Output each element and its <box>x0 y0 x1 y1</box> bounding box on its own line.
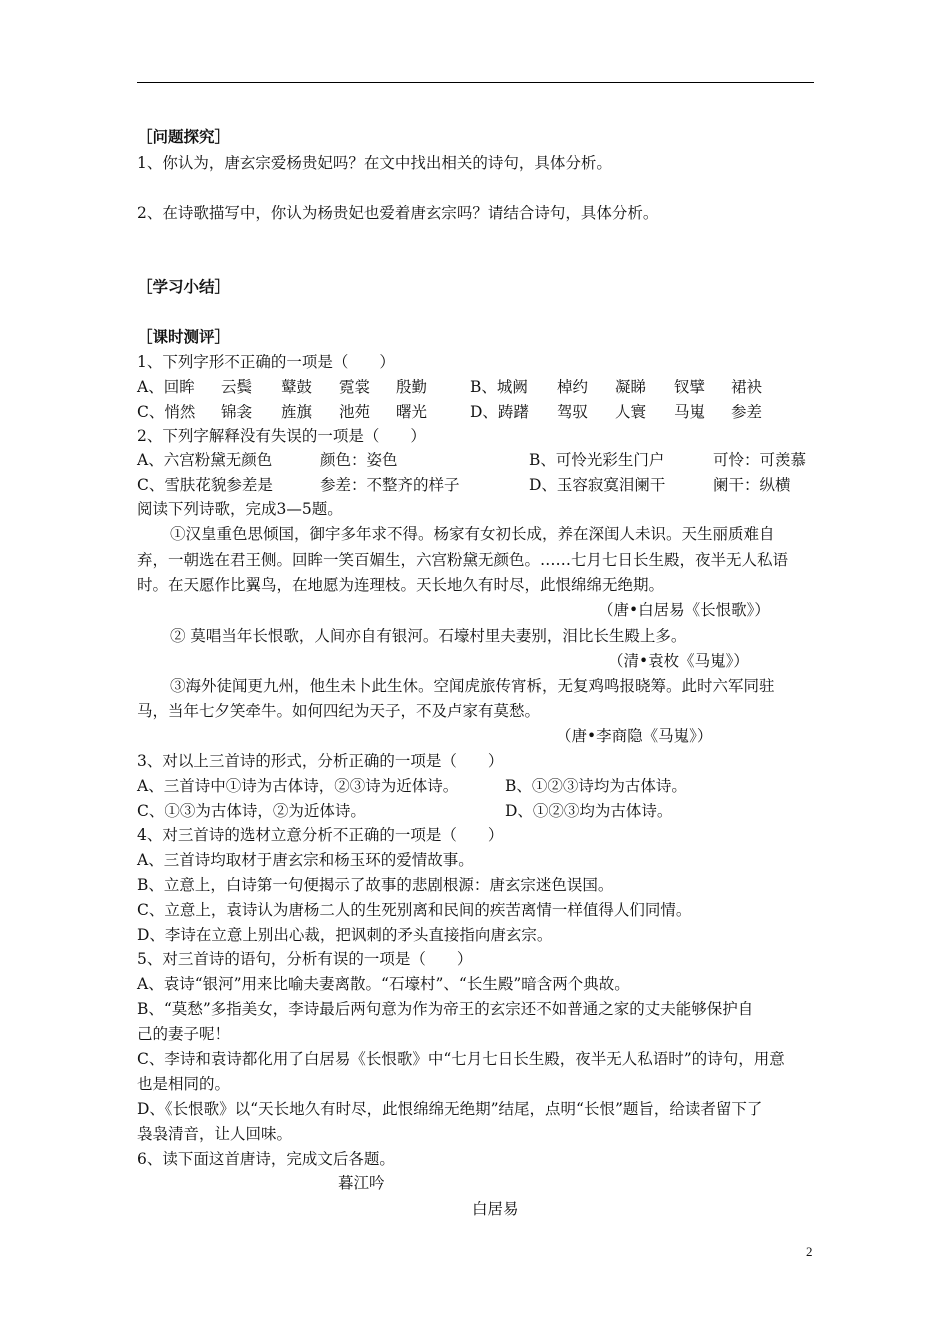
section-heading-explore: ［问题探究］ <box>137 127 231 146</box>
header-rule <box>137 82 814 83</box>
word: 裙袂 <box>731 378 763 396</box>
word: 殷勤 <box>396 378 428 396</box>
question-5-option-c-line-1: C、李诗和袁诗都化用了白居易《长恨歌》中“七月七日长生殿，夜半无人私语时”的诗句，用意 <box>137 1050 785 1068</box>
question-1-stem: 1、下列字形不正确的一项是（ ） <box>137 353 395 371</box>
question-6-stem: 6、读下面这首唐诗，完成文后各题。 <box>137 1150 395 1168</box>
word: 马嵬 <box>674 403 706 421</box>
word: 锦衾 <box>221 403 253 421</box>
question-2-option-a: A、六宫粉黛无颜色 <box>137 451 273 469</box>
question-5-stem: 5、对三首诗的语句，分析有误的一项是（ ） <box>137 950 473 968</box>
section-heading-test: ［课时测评］ <box>137 327 231 346</box>
question-4-option-d: D、李诗在立意上别出心裁，把讽刺的矛头直接指向唐玄宗。 <box>137 926 553 944</box>
explore-question-1: 1、你认为，唐玄宗爱杨贵妃吗？在文中找出相关的诗句，具体分析。 <box>137 154 612 172</box>
question-2-option-a-gloss: 颜色：姿色 <box>320 451 398 469</box>
question-3-stem: 3、对以上三首诗的形式，分析正确的一项是（ ） <box>137 752 504 770</box>
word: 人寰 <box>615 403 647 421</box>
poem-2-line-1: ② 莫唱当年长恨歌，人间亦自有银河。石壕村里夫妻别，泪比长生殿上多。 <box>170 627 687 645</box>
question-2-option-c: C、雪肤花貌参差是 <box>137 476 273 494</box>
question-2-option-b: B、可怜光彩生门户 <box>529 451 665 469</box>
poem-3-line-2: 马，当年七夕笑牵牛。如何四纪为天子，不及卢家有莫愁。 <box>137 702 541 720</box>
question-5-option-d-line-1: D、《长恨歌》以“天长地久有时尽，此恨绵绵无绝期”结尾，点明“长恨”题旨，给读者留下了 <box>137 1100 763 1118</box>
word: 钗擘 <box>674 378 706 396</box>
word: 参差 <box>731 403 763 421</box>
question-4-option-b: B、立意上，白诗第一句便揭示了故事的悲剧根源：唐玄宗迷色误国。 <box>137 876 614 894</box>
question-4-option-a: A、三首诗均取材于唐玄宗和杨玉环的爱情故事。 <box>137 851 474 869</box>
question-4-option-c: C、立意上，袁诗认为唐杨二人的生死别离和民间的疾苦离情一样值得人们同情。 <box>137 901 692 919</box>
word: D、踌躇 <box>470 403 529 421</box>
word: 棹约 <box>557 378 589 396</box>
question-3-option-d: D、①②③均为古体诗。 <box>505 802 673 820</box>
word: 凝睇 <box>615 378 647 396</box>
question-5-option-c-line-2: 也是相同的。 <box>137 1075 231 1093</box>
poem-3-line-1: ③海外徒闻更九州，他生未卜此生休。空闻虎旅传宵柝，无复鸡鸣报晓筹。此时六军同驻 <box>170 677 775 695</box>
question-3-option-a: A、三首诗中①诗为古体诗，②③诗为近体诗。 <box>137 777 459 795</box>
section-heading-summary: ［学习小结］ <box>137 277 231 296</box>
question-2-option-d: D、玉容寂寞泪阑干 <box>529 476 666 494</box>
question-2-option-b-gloss: 可怜：可羡慕 <box>713 451 807 469</box>
word: 旌旗 <box>281 403 313 421</box>
word: 云鬓 <box>221 378 253 396</box>
word: 鼙鼓 <box>281 378 313 396</box>
page-number: 2 <box>806 1244 813 1259</box>
question-5-option-b-line-1: B、“莫愁”多指美女，李诗最后两句意为作为帝王的玄宗还不如普通之家的丈夫能够保护自 <box>137 1000 754 1018</box>
poem-1-line-1: ①汉皇重色思倾国，御宇多年求不得。杨家有女初长成，养在深闺人未识。天生丽质难自 <box>170 525 775 543</box>
question-3-option-c: C、①③为古体诗，②为近体诗。 <box>137 802 366 820</box>
question-4-stem: 4、对三首诗的选材立意分析不正确的一项是（ ） <box>137 826 504 844</box>
reading-intro: 阅读下列诗歌，完成3—5题。 <box>137 500 343 518</box>
poem-2-source: （清•袁枚《马嵬》） <box>608 652 749 670</box>
question-2-stem: 2、下列字解释没有失误的一项是（ ） <box>137 427 426 445</box>
word: B、城阙 <box>470 378 528 396</box>
poem-title: 暮江吟 <box>338 1174 385 1192</box>
word: A、回眸 <box>137 378 195 396</box>
question-5-option-b-line-2: 己的妻子呢！ <box>137 1025 231 1043</box>
question-2-option-c-gloss: 参差：不整齐的样子 <box>320 476 460 494</box>
explore-question-2: 2、在诗歌描写中，你认为杨贵妃也爱着唐玄宗吗？请结合诗句，具体分析。 <box>137 204 659 222</box>
question-2-option-d-gloss: 阑干：纵横 <box>713 476 791 494</box>
question-5-option-a: A、袁诗“银河”用来比喻夫妻离散。“石壕村”、“长生殿”暗含两个典故。 <box>137 975 630 993</box>
poem-author: 白居易 <box>472 1200 519 1218</box>
word: 池苑 <box>339 403 371 421</box>
question-5-option-d-line-2: 袅袅清音，让人回味。 <box>137 1125 293 1143</box>
poem-3-source: （唐•李商隐《马嵬》） <box>556 727 713 745</box>
question-3-option-b: B、①②③诗均为古体诗。 <box>505 777 687 795</box>
word: 驾驭 <box>557 403 589 421</box>
word: 霓裳 <box>339 378 371 396</box>
poem-1-source: （唐•白居易《长恨歌》） <box>598 601 770 619</box>
poem-1-line-3: 时。在天愿作比翼鸟，在地愿为连理枝。天长地久有时尽，此恨绵绵无绝期。 <box>137 576 665 594</box>
word: 曙光 <box>396 403 428 421</box>
poem-1-line-2: 弃，一朝选在君王侧。回眸一笑百媚生，六宫粉黛无颜色。……七月七日长生殿，夜半无人私语 <box>137 551 789 569</box>
word: C、悄然 <box>137 403 196 421</box>
